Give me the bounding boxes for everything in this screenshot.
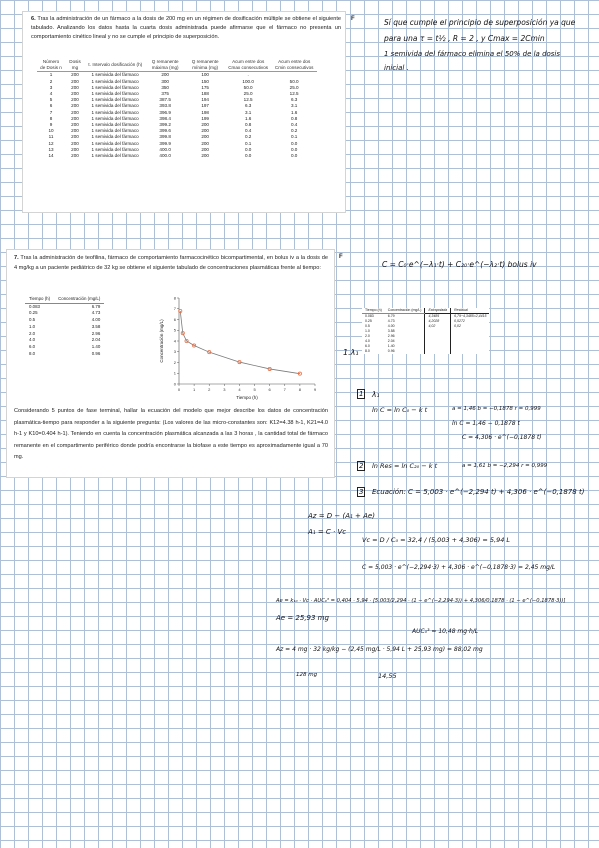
table-cell: 1 semivida del fármaco <box>91 122 139 128</box>
table-cell: 399.2 <box>159 122 171 128</box>
table-cell: 0.1 <box>290 134 298 140</box>
table-cell: 3.58 <box>387 329 395 333</box>
table-cell: 1.0 <box>365 329 370 333</box>
table-cell: 25.0 <box>289 84 299 90</box>
y-tick-label: 5 <box>173 327 176 333</box>
col-header: Q remanente mínima (mg) <box>185 59 225 72</box>
table-cell: 194 <box>201 97 209 103</box>
table-cell: 200 <box>201 146 209 152</box>
table-cell: 1 semivida del fármaco <box>91 103 139 109</box>
table-cell: 1 semivida del fármaco <box>91 115 139 121</box>
col-header: Concentración (mg/L) <box>54 296 104 303</box>
x-tick-label: 2 <box>208 387 211 392</box>
table-cell: 0,5272 <box>451 319 490 324</box>
col-header: Acum entre dos Cmin consecutivos <box>271 59 317 72</box>
table-cell: 13 <box>48 146 54 152</box>
table-cell <box>425 349 451 354</box>
table-cell: 200 <box>161 72 169 78</box>
x-tick-label: 6 <box>268 387 271 392</box>
table-cell: . <box>247 72 249 78</box>
hw-step1-title: λ₁ <box>372 390 380 399</box>
table-cell: 399.6 <box>159 128 171 134</box>
concentration-table-row <box>25 331 104 338</box>
table-cell: 200 <box>71 153 79 159</box>
x-tick-label: 0 <box>177 387 181 392</box>
question-7-card <box>6 249 335 478</box>
hw-answer-6-line2: para una τ = t½ , R = 2 , y Cmax = 2Cmin <box>384 34 545 43</box>
table-cell: 2.96 <box>91 330 101 336</box>
table-cell: 0.0 <box>290 146 298 152</box>
table-cell: 4.00 <box>387 324 395 328</box>
table-cell: 300 <box>161 78 169 84</box>
table-cell: 200 <box>201 153 209 159</box>
table-cell: 12.5 <box>289 91 299 97</box>
hw-vc-equation: Vc = D / C₀ = 32,4 / (5,003 + 4,306) = 5,94 L <box>362 536 511 544</box>
question-7-text-2: Considerando 5 puntos de fase terminal, hallar la ecuación del modelo que mejor describe los datos de concentración plasmática-tiempo para responder a la siguiente pregunta: (Los valores de las micro-constantes son: K12=4.38 h-1, K21=4.0 h-1 y K10=0.404 h-1). Teniendo en cuenta la concentración plasmática alcanzada a las 3 horas , la cantidad total de fármaco remanente en el compartimento periférico donde podría encontrarse la biofase a este tiempo es aproximadamente igual a 70 mg. <box>14 408 328 460</box>
question-6-number: 6. <box>31 16 36 22</box>
table-cell: 4,2028 <box>425 319 451 324</box>
table-cell: 4 <box>49 91 53 97</box>
table-cell: 8 <box>49 115 53 121</box>
dose-table-body <box>37 72 317 159</box>
table-cell: 4.00 <box>91 317 101 323</box>
table-cell: 350 <box>161 84 169 90</box>
table-cell: 3.1 <box>244 109 252 115</box>
y-tick-label: 7 <box>173 306 176 312</box>
hw-answer-6-line1: Sí que cumple el principio de superposición ya que <box>384 18 576 27</box>
table-cell: 199 <box>201 115 209 121</box>
table-cell: 1 semivida del fármaco <box>91 140 139 146</box>
table-cell: 0.083 <box>29 303 40 309</box>
table-cell: 198 <box>201 109 209 115</box>
table-cell: 2 <box>49 78 53 84</box>
dose-table-row <box>37 72 317 79</box>
table-cell: 200 <box>201 128 209 134</box>
table-cell: 6.3 <box>290 97 298 103</box>
table-cell: 175 <box>201 84 209 90</box>
table-cell: 200 <box>71 72 79 78</box>
table-cell: 3.1 <box>290 103 298 109</box>
table-cell: 0.0 <box>244 153 252 159</box>
hw-residual-body <box>362 314 489 355</box>
y-tick-label: 6 <box>173 316 176 322</box>
table-cell: 200 <box>71 91 79 97</box>
y-tick-label: 0 <box>173 381 176 387</box>
table-cell: 100.0 <box>242 78 254 84</box>
x-tick-label: 8 <box>298 387 302 392</box>
question-6-flag: F <box>351 16 355 22</box>
col-header: Acum entre dos Cmax consecutivos <box>225 59 271 72</box>
table-cell: 1 semivida del fármaco <box>91 128 139 134</box>
table-cell: 0.96 <box>91 350 101 356</box>
table-cell: 0.25 <box>29 310 38 316</box>
table-cell: 1.40 <box>91 343 101 349</box>
hw-residual-table <box>362 308 489 354</box>
dose-table-header <box>37 59 317 72</box>
table-cell: 200 <box>201 122 209 128</box>
table-cell: 1 semivida del fármaco <box>91 109 139 115</box>
table-cell: 375 <box>161 91 169 97</box>
col-header: τ. Intervalo dosificación (h) <box>85 59 145 72</box>
col-header: Tiempo (h) <box>25 296 54 303</box>
question-7-text: 7. Tras la administración de teofilina, fármaco de comportamiento farmacocinético bicompartimental, en bolus iv a la dosis de 4 mg/kg a un paciente pediátrico de 32 kg se obtiene el siguiente tabulado de concentraciones plasmáticas frente al tiempo: <box>14 255 329 271</box>
table-cell: 6,79−4,3485=2,4415 <box>451 314 490 320</box>
question-7-number: 7. <box>14 255 19 261</box>
series-line <box>180 311 300 374</box>
concentration-time-chart <box>155 294 325 402</box>
table-cell: 6.79 <box>387 314 395 318</box>
table-cell: 1 <box>49 72 53 78</box>
hw-step1-equation: ln C = ln C₀ − k t <box>372 406 428 414</box>
dose-table <box>37 59 317 159</box>
concentration-table-row <box>25 310 104 317</box>
table-cell: 399.9 <box>159 140 171 146</box>
x-tick-label: 5 <box>253 387 256 392</box>
hw-answer-6-line4: inicial . <box>384 64 409 72</box>
x-tick-label: 4 <box>238 387 241 392</box>
table-cell: 1 semivida del fármaco <box>91 146 139 152</box>
table-cell: 6.3 <box>244 103 252 109</box>
table-cell: 1 semivida del fármaco <box>91 153 139 159</box>
table-cell: 200 <box>71 115 79 121</box>
table-cell: 2.0 <box>29 330 36 336</box>
table-cell: 1.0 <box>29 323 36 329</box>
table-cell: 200 <box>71 109 79 115</box>
col-header: Concentración (mg/L) <box>385 308 425 314</box>
hw-step2-equation: ln Res = ln C₂₀ − k t <box>372 462 438 470</box>
y-tick-label: 8 <box>173 295 176 301</box>
concentration-table-row <box>25 351 104 358</box>
table-cell: 4,02 <box>425 324 451 329</box>
table-cell: 50.0 <box>289 78 299 84</box>
table-cell: 200 <box>71 78 79 84</box>
table-cell: 0.5 <box>29 317 36 323</box>
hw-step2-fit: a = 1,61 b = −2,294 r = 0,999 <box>462 463 548 469</box>
table-cell: 2.04 <box>387 339 395 343</box>
table-cell: 200 <box>71 146 79 152</box>
table-cell: 200 <box>71 140 79 146</box>
hw-underbrace-1: 128 mg <box>296 672 318 678</box>
table-cell: 1.6 <box>290 109 298 115</box>
table-cell: 6.0 <box>365 344 370 348</box>
table-cell: 5 <box>49 97 53 103</box>
table-cell: 200 <box>71 134 79 140</box>
hw-answer-6-line3: 1 semivida del fármaco elimina el 50% de la dosis <box>384 50 561 58</box>
table-cell: 1 semivida del fármaco <box>91 97 139 103</box>
hw-brace-label: 1.λ₁ <box>343 348 359 357</box>
table-cell: 12.5 <box>243 97 253 103</box>
table-cell: 200 <box>201 134 209 140</box>
y-tick-label: 1 <box>173 370 176 376</box>
table-cell: 0.1 <box>244 140 252 146</box>
hw-underbrace-2: 14,55 <box>378 672 397 680</box>
hw-residual-row <box>362 349 489 354</box>
hw-az-equation: Az = D − (A₁ + Ae) <box>308 512 375 520</box>
x-tick-label: 7 <box>283 387 286 392</box>
x-tick-label: 1 <box>192 387 196 392</box>
table-cell: 0.0 <box>244 146 252 152</box>
hw-auc-value: AUC₀³ = 10,48 mg·h/L <box>412 628 479 635</box>
concentration-table-row <box>25 303 104 310</box>
table-cell: 0.2 <box>244 134 252 140</box>
table-cell: 393.8 <box>159 103 171 109</box>
table-cell: 3.58 <box>91 323 101 329</box>
concentration-table-row <box>25 324 104 331</box>
concentration-table <box>25 296 104 357</box>
table-cell: 387.5 <box>159 97 171 103</box>
col-header: Q remanente máxima (mg) <box>145 59 185 72</box>
table-cell: 150 <box>201 78 209 84</box>
hw-c3-equation: C = 5,003 · e^(−2,294·3) + 4,306 · e^(−0,1878·3) = 2,45 mg/L <box>362 564 556 571</box>
table-cell: 0.0 <box>290 140 298 146</box>
y-tick-label: 2 <box>173 359 176 365</box>
hw-ae-equation: Ae = k₁₀ · Vc · AUC₀³ = 0,404 · 5,94 · [5,003/2,294 · (1 − e^(−2,294·3)) + 4,306/0,1878 · (1 − e^(−0,1878·3))] <box>276 598 566 604</box>
table-cell: 0.96 <box>387 349 395 353</box>
table-cell: 2.0 <box>365 334 370 338</box>
table-cell: 4.73 <box>91 310 101 316</box>
table-cell <box>451 349 490 354</box>
table-cell: 0.5 <box>365 324 370 328</box>
table-cell: 1 semivida del fármaco <box>91 78 139 84</box>
col-header: Número de Dosis n <box>37 59 65 72</box>
x-tick-label: 9 <box>313 387 317 392</box>
table-cell: 0.2 <box>290 128 298 134</box>
table-cell: 6.0 <box>29 343 36 349</box>
table-cell: 10 <box>48 128 54 134</box>
table-cell: 8.0 <box>29 350 36 356</box>
table-cell: 50.0 <box>243 84 253 90</box>
table-cell: 400.0 <box>159 146 171 152</box>
hw-step3-number: 3 <box>359 488 364 496</box>
table-cell: 200 <box>71 103 79 109</box>
table-cell: 4.0 <box>29 337 36 343</box>
table-cell: 200 <box>71 128 79 134</box>
table-cell: 396.9 <box>159 109 171 115</box>
table-cell: 14 <box>48 153 54 159</box>
table-cell: 1.40 <box>387 344 395 348</box>
table-cell: 398.4 <box>159 115 171 121</box>
hw-az-final: Az = 4 mg · 32 kg/kg − (2,45 mg/L · 5,94 L + 25,93 mg) = 88,02 mg <box>276 646 483 653</box>
hw-step1-number: 1 <box>359 390 364 398</box>
concentration-table-row <box>25 337 104 344</box>
table-cell: 200 <box>71 97 79 103</box>
hw-step2-number: 2 <box>359 462 364 470</box>
concentration-table-row <box>25 317 104 324</box>
table-cell: 0.083 <box>365 314 374 318</box>
table-cell: 6.79 <box>91 303 101 309</box>
col-header: Extrapolada <box>425 308 451 314</box>
col-header: Dosis mg <box>65 59 85 72</box>
table-cell: 6 <box>49 103 53 109</box>
y-axis-label: Concentración (mg/L) <box>159 319 164 363</box>
table-cell: 8.0 <box>365 349 370 353</box>
table-cell: 11 <box>48 134 54 140</box>
table-cell: 4,3485 <box>425 314 451 320</box>
table-cell: 2.04 <box>91 337 101 343</box>
table-cell: 0.0 <box>290 153 298 159</box>
concentration-table-row <box>25 344 104 351</box>
table-cell: 0.8 <box>290 115 298 121</box>
table-cell: 399.8 <box>159 134 171 140</box>
table-cell: 400.0 <box>159 153 171 159</box>
col-header: Residual <box>451 308 490 314</box>
dose-table-row <box>37 153 317 159</box>
table-cell: 200 <box>71 122 79 128</box>
table-cell: 7 <box>49 109 53 115</box>
table-cell: 1.6 <box>244 115 252 121</box>
table-cell: 0.8 <box>244 122 252 128</box>
col-header: Tiempo (h) <box>362 308 385 314</box>
table-cell: 0.4 <box>244 128 252 134</box>
table-cell: 200 <box>71 84 79 90</box>
table-cell: 2.96 <box>387 334 395 338</box>
table-cell: 9 <box>49 122 53 128</box>
table-cell: 1 semivida del fármaco <box>91 84 139 90</box>
table-cell: 0,02 <box>451 324 490 329</box>
hw-step3-title: Ecuación: <box>372 488 406 496</box>
y-tick-label: 3 <box>173 349 176 355</box>
table-cell: 1 semivida del fármaco <box>91 91 139 97</box>
table-cell: 25.0 <box>243 91 253 97</box>
hw-step3-equation: C = 5,003 · e^(−2,294 t) + 4,306 · e^(−0,1878 t) <box>408 488 585 496</box>
y-tick-label: 4 <box>173 338 176 344</box>
table-cell: 1 semivida del fármaco <box>91 72 139 78</box>
x-axis-label: Tiempo (h) <box>236 395 258 400</box>
question-7-flag: F <box>339 254 343 260</box>
question-6-card <box>22 11 346 213</box>
hw-a1-equation: A₁ = C · Vc <box>308 528 347 536</box>
table-cell: 4.0 <box>365 339 370 343</box>
table-cell: 197 <box>201 103 209 109</box>
concentration-table-header <box>25 296 104 303</box>
table-cell <box>271 72 317 79</box>
table-cell: 188 <box>201 91 209 97</box>
table-cell: 12 <box>48 140 54 146</box>
table-cell: 100 <box>201 72 209 78</box>
table-cell: 200 <box>201 140 209 146</box>
question-6-text: 6. Tras la administración de un fármaco a la dosis de 200 mg en un régimen de dosificación múltiple se obtiene el siguiente tabulado. Analizando los datos hasta la cuarta dosis administrada puede afirmarse que el fármaco no presenta un comportamiento cinético lineal y no se cumple el principio de superposición. <box>31 16 342 40</box>
table-cell: 0.4 <box>290 122 298 128</box>
table-cell: 4.73 <box>387 319 395 323</box>
x-tick-label: 3 <box>223 387 226 392</box>
hw-ae-value: Ae = 25,93 mg <box>276 614 329 622</box>
hw-step1-fit: a = 1,46 b = −0,1878 r = 0,999 <box>452 406 541 412</box>
table-cell: 3 <box>49 84 53 90</box>
hw-step1-c: C = 4,306 · e^(−0,1878 t) <box>462 434 542 441</box>
hw-step1-lnc: ln C = 1,46 − 0,1878 t <box>452 420 520 427</box>
concentration-table-body <box>25 303 104 357</box>
hw-model-equation: C = C₀·e^(−λ₁·t) + C₂₀·e^(−λ₂·t) bolus iv <box>382 260 537 269</box>
table-cell: 1 semivida del fármaco <box>91 134 139 140</box>
table-cell: 0.25 <box>365 319 372 323</box>
